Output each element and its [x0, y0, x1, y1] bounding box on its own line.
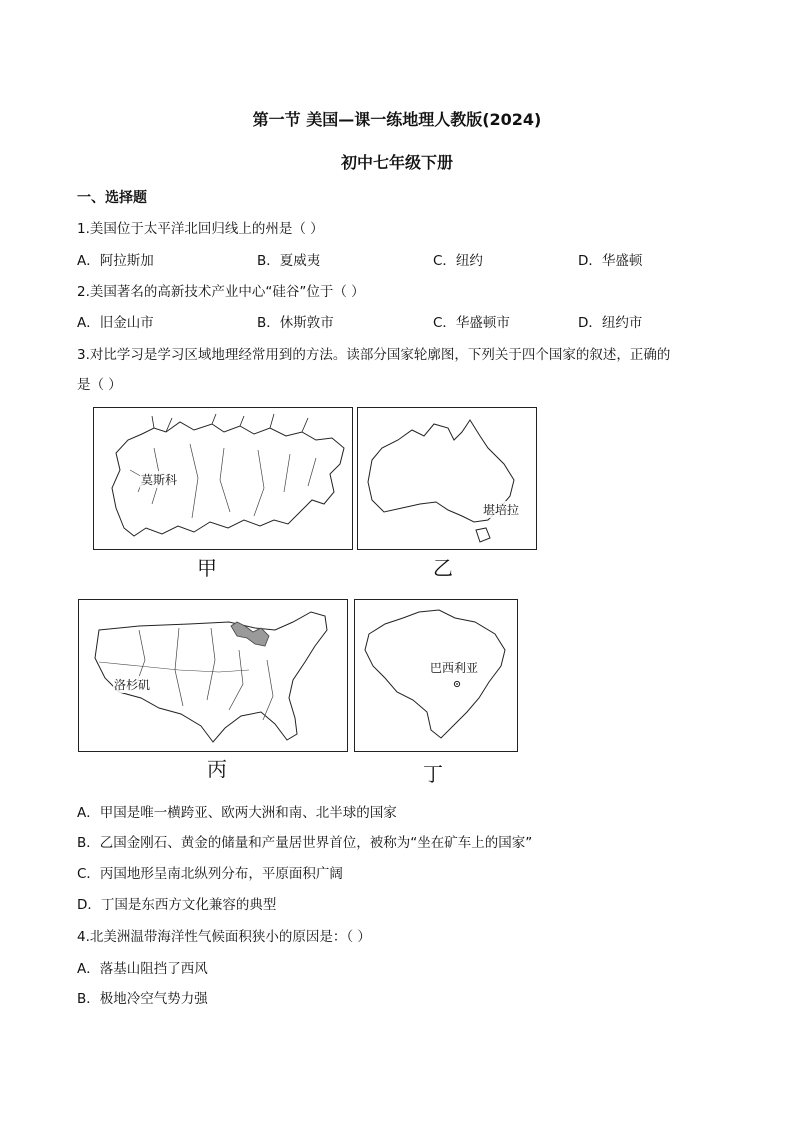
map-yi-australia	[357, 407, 537, 550]
map-caption-jia: 甲	[197, 556, 217, 580]
map-caption-yi: 乙	[433, 556, 453, 580]
question-2-stem: 2.美国著名的高新技术产业中心“硅谷”位于（ ）	[77, 284, 365, 300]
map-label-los-angeles: 洛杉矶	[114, 678, 151, 692]
map-bing-usa	[78, 599, 348, 752]
section-heading: 一、选择题	[77, 190, 147, 206]
question-4-option-b: B．极地冷空气势力强	[77, 991, 208, 1007]
question-3-option-b: B．乙国金刚石、黄金的储量和产量居世界首位，被称为“坐在矿车上的国家”	[77, 835, 533, 851]
map-jia-russia	[93, 407, 353, 550]
question-1-stem: 1.美国位于太平洋北回归线上的州是（ ）	[77, 221, 324, 237]
question-4-option-a: A．落基山阻挡了西风	[77, 961, 208, 977]
question-2-option-a: A．旧金山市	[77, 315, 154, 331]
question-2-option-b: B．休斯敦市	[257, 315, 334, 331]
question-3-stem-line-1: 3.对比学习是学习区域地理经常用到的方法。读部分国家轮廓图，下列关于四个国家的叙述，正确的	[77, 347, 671, 363]
question-3-stem-line-2: 是（ ）	[77, 377, 122, 393]
question-1-option-c: C．纽约	[433, 253, 483, 269]
russia-outline	[94, 408, 352, 549]
question-2-option-d: D．纽约市	[578, 315, 643, 331]
map-caption-ding: 丁	[423, 762, 443, 786]
map-label-moscow: 莫斯科	[141, 473, 178, 487]
map-label-canberra: 堪培拉	[483, 503, 520, 517]
map-ding-brazil	[354, 599, 518, 752]
question-1-option-b: B．夏威夷	[257, 253, 321, 269]
question-4-stem: 4.北美洲温带海洋性气候面积狭小的原因是：（ ）	[77, 929, 371, 945]
map-label-brasilia: 巴西利亚	[430, 661, 479, 675]
question-1-option-d: D．华盛顿	[578, 253, 643, 269]
question-3-option-c: C．丙国地形呈南北纵列分布，平原面积广阔	[77, 866, 343, 882]
australia-outline	[358, 408, 536, 549]
page-title: 第一节 美国—课一练地理人教版(2024)	[252, 110, 542, 129]
question-3-option-d: D．丁国是东西方文化兼容的典型	[77, 897, 277, 913]
map-caption-bing: 丙	[207, 757, 227, 781]
page-subtitle: 初中七年级下册	[340, 153, 453, 172]
question-1-option-a: A．阿拉斯加	[77, 253, 154, 269]
question-2-option-c: C．华盛顿市	[433, 315, 510, 331]
question-3-option-a: A．甲国是唯一横跨亚、欧两大洲和南、北半球的国家	[77, 805, 397, 821]
